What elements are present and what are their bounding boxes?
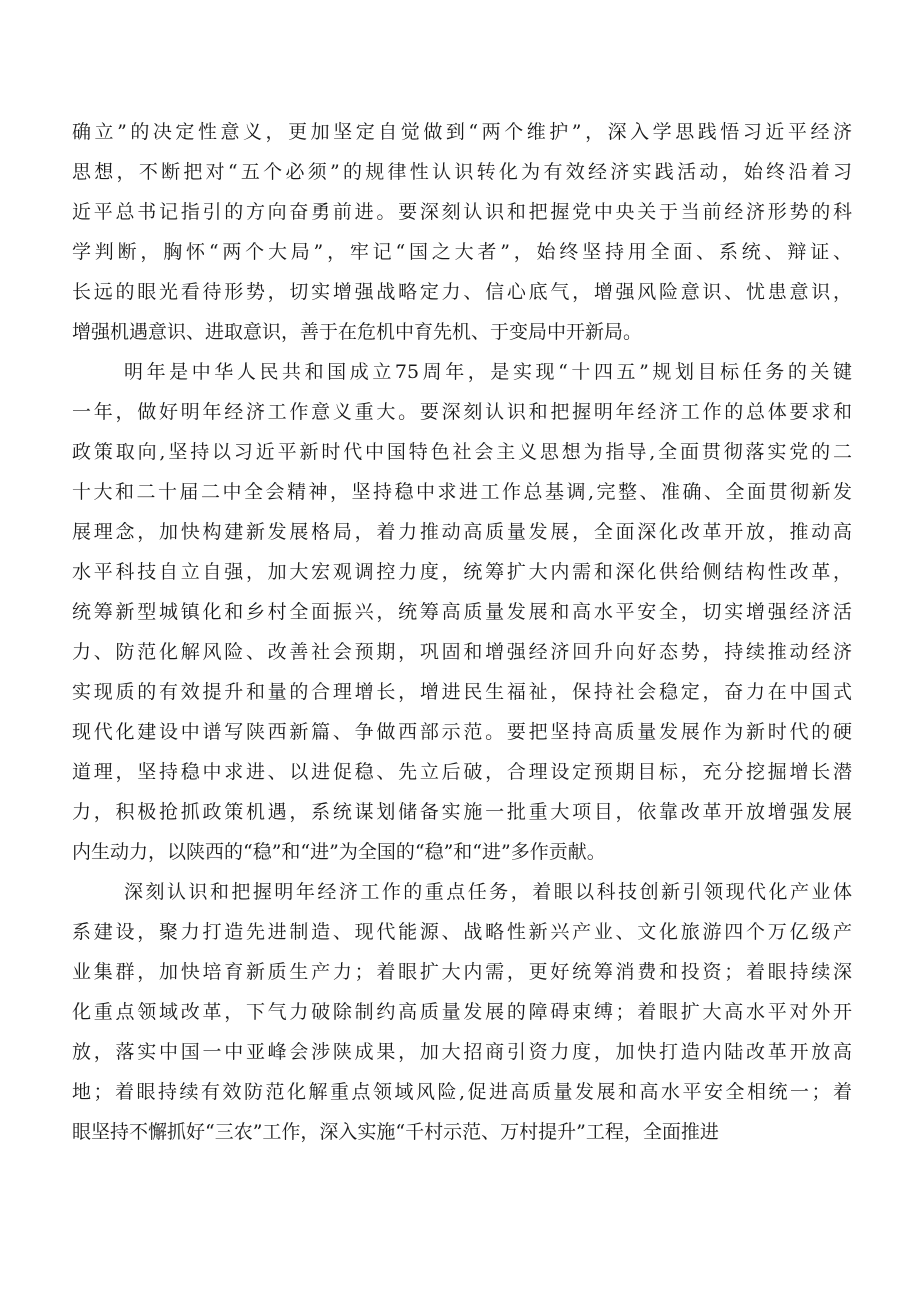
text-line: 内生动力，以陕西的“稳”和“进”为全国的“稳”和“进”多作贡献。 (72, 841, 606, 863)
text-line: 学判断，胸怀“两个大局”，牢记“国之大者”，始终坚持用全面、系统、辩证、 (72, 241, 852, 263)
document-body (72, 112, 852, 1152)
text-line: 眼坚持不懈抓好“三农”工作，深入实施“千村示范、万村提升”工程，全面推进 (72, 1121, 719, 1143)
text-line: 明年是中华人民共和国成立75周年，是实现“十四五”规划目标任务的关键 (124, 361, 852, 383)
text-line: 道理，坚持稳中求进、以进促稳、先立后破，合理设定预期目标，充分挖掘增长潜 (72, 761, 852, 783)
paragraph (72, 872, 852, 1152)
text-line: 业集群，加快培育新质生产力；着眼扩大内需，更好统筹消费和投资；着眼持续深 (72, 961, 852, 983)
text-line: 放，落实中国一中亚峰会涉陕成果，加大招商引资力度，加快打造内陆改革开放高 (72, 1041, 852, 1063)
paragraph (72, 112, 852, 352)
text-line: 深刻认识和把握明年经济工作的重点任务，着眼以科技创新引领现代化产业体 (124, 881, 852, 903)
text-line: 增强机遇意识、进取意识，善于在危机中育先机、于变局中开新局。 (72, 321, 643, 343)
text-line: 水平科技自立自强，加大宏观调控力度，统筹扩大内需和深化供给侧结构性改革， (72, 561, 852, 583)
text-line: 确立”的决定性意义，更加坚定自觉做到“两个维护”，深入学思践悟习近平经济 (72, 121, 852, 143)
text-line: 力，积极抢抓政策机遇，系统谋划储备实施一批重大项目，依靠改革开放增强发展 (72, 801, 852, 823)
text-line: 展理念，加快构建新发展格局，着力推动高质量发展，全面深化改革开放，推动高 (72, 521, 852, 543)
text-line: 近平总书记指引的方向奋勇前进。要深刻认识和把握党中央关于当前经济形势的科 (72, 201, 852, 223)
text-line: 系建设，聚力打造先进制造、现代能源、战略性新兴产业、文化旅游四个万亿级产 (72, 921, 852, 943)
text-line: 思想，不断把对“五个必须”的规律性认识转化为有效经济实践活动，始终沿着习 (72, 161, 852, 183)
text-line: 政策取向,坚持以习近平新时代中国特色社会主义思想为指导,全面贯彻落实党的二 (72, 441, 852, 463)
text-line: 长远的眼光看待形势，切实增强战略定力、信心底气，增强风险意识、忧患意识， (72, 281, 852, 303)
text-line: 实现质的有效提升和量的合理增长，增进民生福祉，保持社会稳定，奋力在中国式 (72, 681, 852, 703)
text-line: 地；着眼持续有效防范化解重点领域风险,促进高质量发展和高水平安全相统一；着 (72, 1081, 852, 1103)
text-line: 化重点领域改革，下气力破除制约高质量发展的障碍束缚；着眼扩大高水平对外开 (72, 1001, 852, 1023)
paragraph (72, 352, 852, 872)
text-line: 十大和二十届二中全会精神，坚持稳中求进工作总基调,完整、准确、全面贯彻新发 (72, 481, 852, 503)
text-line: 统筹新型城镇化和乡村全面振兴，统筹高质量发展和高水平安全，切实增强经济活 (72, 601, 852, 623)
text-line: 力、防范化解风险、改善社会预期，巩固和增强经济回升向好态势，持续推动经济 (72, 641, 852, 663)
text-line: 现代化建设中谱写陕西新篇、争做西部示范。要把坚持高质量发展作为新时代的硬 (72, 721, 852, 743)
text-line: 一年，做好明年经济工作意义重大。要深刻认识和把握明年经济工作的总体要求和 (72, 401, 852, 423)
